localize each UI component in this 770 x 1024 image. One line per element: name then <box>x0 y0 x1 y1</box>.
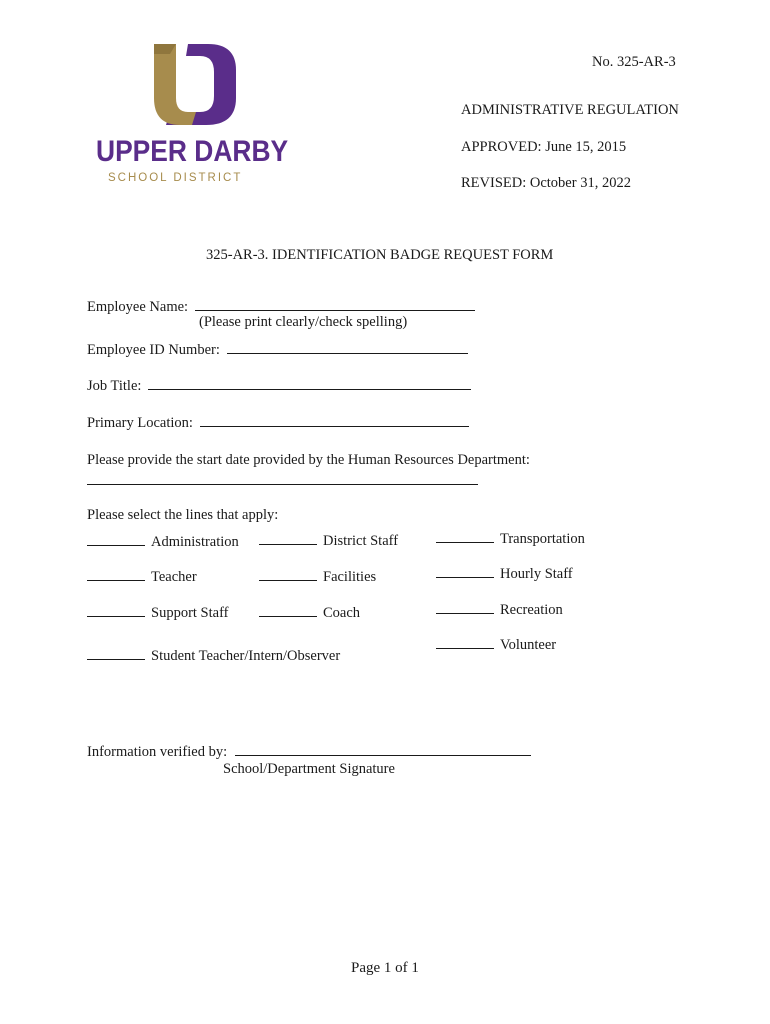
verification-label: Information verified by: <box>87 744 228 760</box>
option-transportation[interactable] <box>436 530 585 548</box>
option-label: Volunteer <box>500 637 557 653</box>
option-blank[interactable] <box>436 636 494 649</box>
option-label: Transportation <box>500 531 585 547</box>
option-blank[interactable] <box>436 601 494 614</box>
job-title-row <box>87 377 471 395</box>
employee-id-field[interactable] <box>227 341 468 354</box>
verification-signature-field[interactable] <box>235 743 531 756</box>
employee-id-label: Employee ID Number: <box>87 342 220 358</box>
option-blank[interactable] <box>436 530 494 543</box>
option-blank[interactable] <box>436 565 494 578</box>
option-coach[interactable] <box>259 604 360 622</box>
regulation-number: No. 325-AR-3 <box>592 54 676 70</box>
primary-location-label: Primary Location: <box>87 415 193 431</box>
option-blank[interactable] <box>87 647 145 660</box>
employee-name-label: Employee Name: <box>87 299 189 315</box>
district-logo <box>96 40 289 190</box>
option-blank[interactable] <box>87 568 145 581</box>
option-label: Facilities <box>323 569 377 585</box>
form-title: 325-AR-3. IDENTIFICATION BADGE REQUEST FORM <box>206 247 554 263</box>
option-facilities[interactable] <box>259 568 376 586</box>
select-prompt: Please select the lines that apply: <box>87 507 279 523</box>
option-blank[interactable] <box>259 604 317 617</box>
regulation-type: ADMINISTRATIVE REGULATION <box>461 102 679 118</box>
option-administration[interactable] <box>87 533 239 551</box>
option-blank[interactable] <box>87 604 145 617</box>
employee-id-row <box>87 341 468 359</box>
verification-row <box>87 743 531 761</box>
option-blank[interactable] <box>259 532 317 545</box>
option-label: District Staff <box>323 533 399 549</box>
option-label: Administration <box>151 534 239 550</box>
option-label: Coach <box>323 605 361 621</box>
job-title-field[interactable] <box>148 377 471 390</box>
logo-subtitle: SCHOOL DISTRICT <box>108 172 243 184</box>
option-teacher[interactable] <box>87 568 197 586</box>
option-label: Support Staff <box>151 605 229 621</box>
primary-location-row <box>87 414 469 432</box>
start-date-field[interactable] <box>87 472 478 485</box>
option-blank[interactable] <box>87 533 145 546</box>
start-date-label: Please provide the start date provided by the Human Resources Department: <box>87 452 530 468</box>
employee-name-hint: (Please print clearly/check spelling) <box>199 314 408 330</box>
option-support-staff[interactable] <box>87 604 228 622</box>
option-student-teacher[interactable] <box>87 647 340 665</box>
job-title-label: Job Title: <box>87 378 142 394</box>
employee-name-field[interactable] <box>195 298 475 311</box>
option-hourly-staff[interactable] <box>436 565 573 583</box>
option-volunteer[interactable] <box>436 636 556 654</box>
primary-location-field[interactable] <box>200 414 469 427</box>
option-label: Hourly Staff <box>500 566 573 582</box>
option-recreation[interactable] <box>436 601 563 619</box>
option-label: Recreation <box>500 602 563 618</box>
page-number: Page 1 of 1 <box>351 960 419 976</box>
logo-district-name: UPPER DARBY <box>96 135 289 168</box>
approved-date: APPROVED: June 15, 2015 <box>461 139 627 155</box>
ud-logo-mark-icon <box>96 40 271 135</box>
revised-date: REVISED: October 31, 2022 <box>461 175 631 191</box>
option-district-staff[interactable] <box>259 532 398 550</box>
option-blank[interactable] <box>259 568 317 581</box>
option-label: Student Teacher/Intern/Observer <box>151 648 341 664</box>
option-label: Teacher <box>151 569 197 585</box>
signature-caption: School/Department Signature <box>223 761 395 777</box>
